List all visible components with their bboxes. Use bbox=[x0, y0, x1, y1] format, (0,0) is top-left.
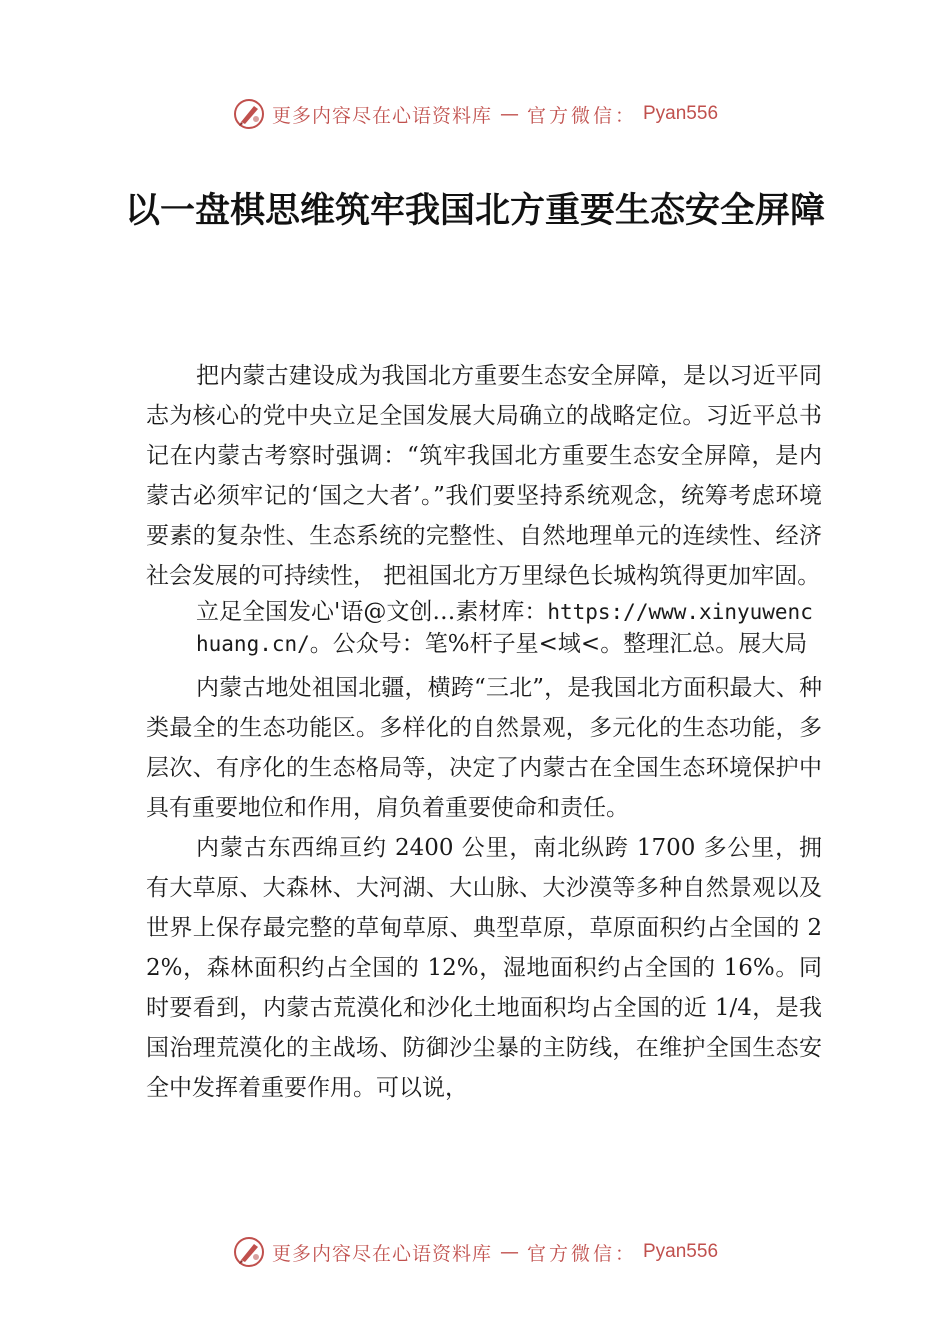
banner-text: 更多内容尽在心语资料库 bbox=[271, 1242, 492, 1265]
banner-wechat-label: 官方微信： bbox=[526, 104, 637, 127]
inserted-note bbox=[196, 596, 822, 660]
banner-wechat-label: 官方微信： bbox=[526, 1242, 637, 1265]
pen-logo-icon bbox=[232, 1235, 266, 1269]
note-prefix: 立足全国发心'语@文创…素材库： bbox=[196, 599, 548, 625]
banner-separator: — bbox=[499, 103, 519, 125]
note-url: https://www.xinyuwenchuang.cn/ bbox=[196, 600, 813, 656]
note-suffix: 。公众号：笔%杆子星<域<。整理汇总。展大局 bbox=[309, 631, 808, 657]
banner-wechat-id: Pyan556 bbox=[643, 1241, 719, 1262]
header-banner bbox=[0, 94, 950, 134]
paragraph-1: 把内蒙古建设成为我国北方重要生态安全屏障，是以习近平同志为核心的党中央立足全国发展大局确立的战略定位。习近平总书记在内蒙古考察时强调：“筑牢我国北方重要生态安全屏障，是内蒙古必须牢记的‘国之大者’。”我们要坚持系统观念，统筹考虑环境要素的复杂性、生态系统的完整性、自然地理单元的连续性、经济社会发展的可持续性， 把祖国北方万里绿色长城构筑得更加牢固。 bbox=[146, 363, 822, 589]
banner-separator: — bbox=[499, 1241, 519, 1263]
pen-logo-icon bbox=[232, 97, 266, 131]
banner-text: 更多内容尽在心语资料库 bbox=[271, 104, 492, 127]
paragraph-3: 内蒙古东西绵亘约 2400 公里，南北纵跨 1700 多公里，拥有大草原、大森林、大河湖、大山脉、大沙漠等多种自然景观以及世界上保存最完整的草甸草原、典型草原，草原面积约占全国的 22%，森林面积约占全国的 12%，湿地面积约占全国的 16%。同时要看到，内蒙古荒漠化和沙化土地面积均占全国的近 1/4，是我国治理荒漠化的主战场、防御沙尘暴的主防线，在维护全国生态安全中发挥着重要作用。可以说， bbox=[146, 835, 822, 1101]
banner-wechat-id: Pyan556 bbox=[643, 103, 719, 124]
article-body bbox=[146, 356, 822, 1108]
paragraph-2: 内蒙古地处祖国北疆，横跨“三北”，是我国北方面积最大、种类最全的生态功能区。多样化的自然景观，多元化的生态功能，多层次、有序化的生态格局等，决定了内蒙古在全国生态环境保护中具有重要地位和作用，肩负着重要使命和责任。 bbox=[146, 675, 822, 821]
article-title: 以一盘棋思维筑牢我国北方重要生态安全屏障 bbox=[124, 191, 825, 231]
footer-banner bbox=[0, 1232, 950, 1272]
